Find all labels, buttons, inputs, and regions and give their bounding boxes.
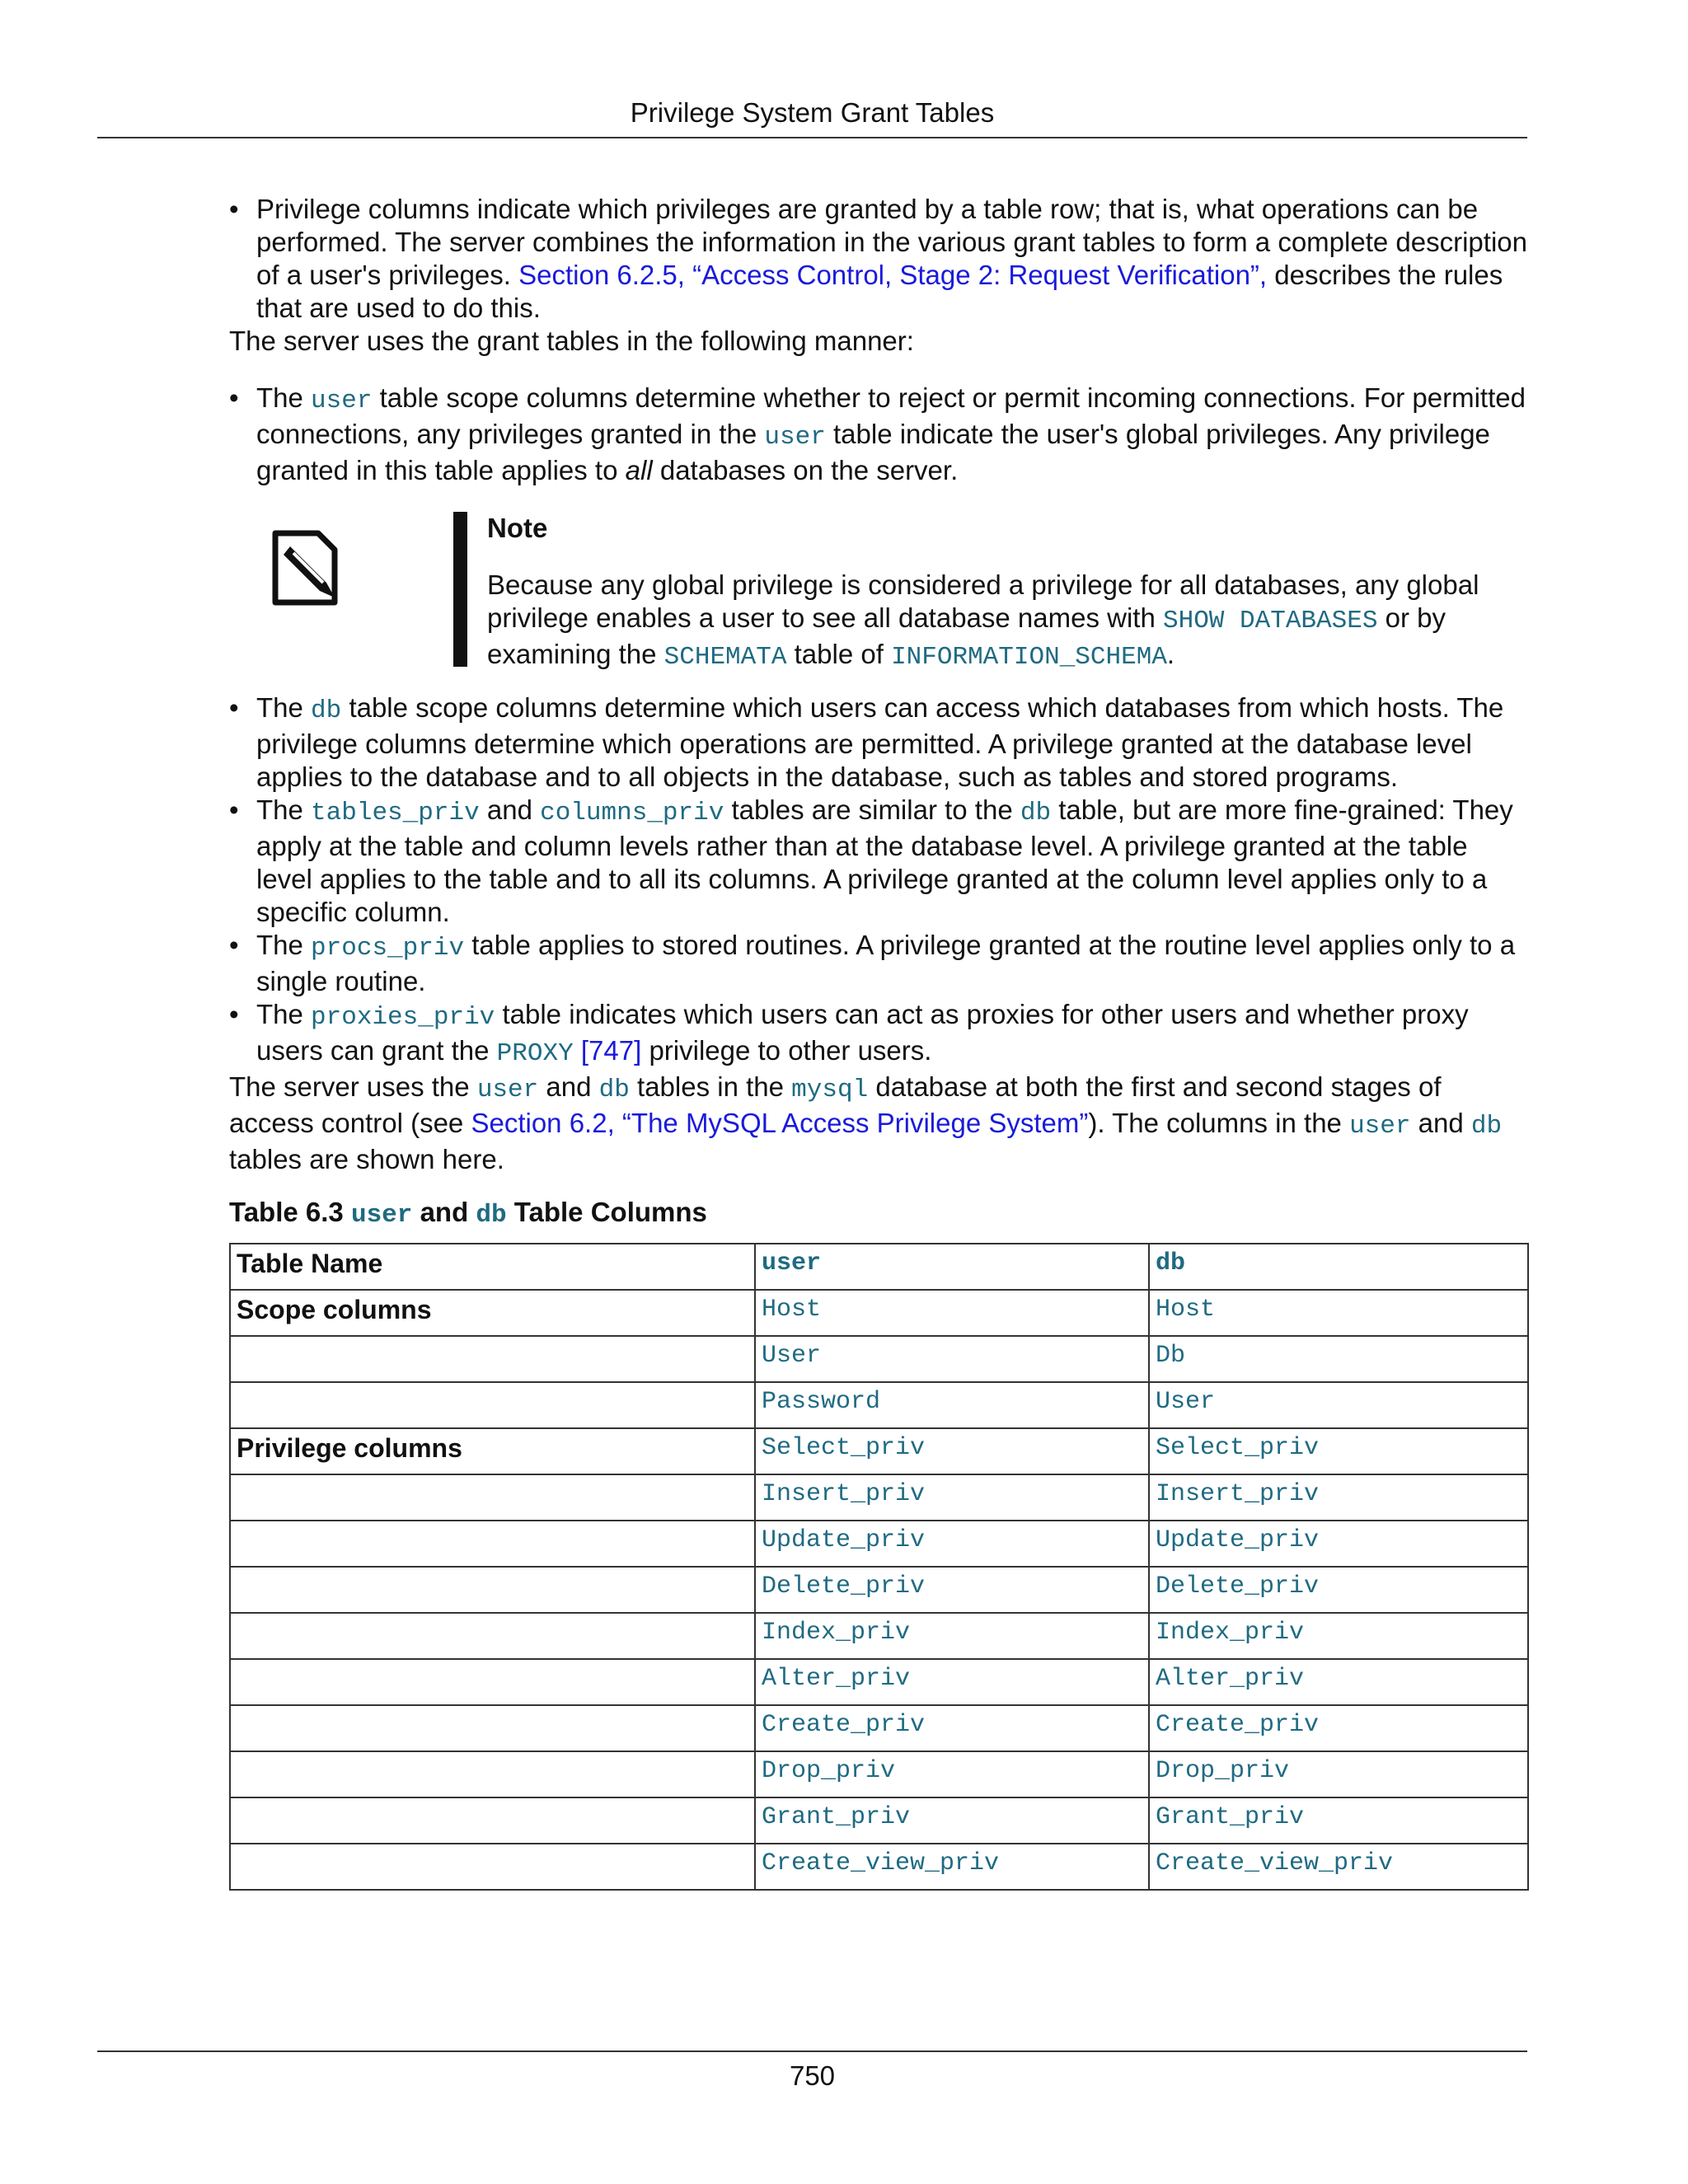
db-column-cell: Delete_priv	[1149, 1567, 1528, 1613]
row-label-cell: Scope columns	[230, 1290, 755, 1336]
bullet-user-table: • The user table scope columns determine whether to reject or permit incoming connections. For permitted connections, any privileges granted in the user table indicate the user's global privileges. Any privilege granted in this table applies to all databases on the server.	[229, 382, 1527, 487]
table-row	[230, 1336, 1528, 1382]
row-label-cell	[230, 1751, 755, 1797]
bullet-proxies-priv: • The proxies_priv table indicates which users can act as proxies for other users and whether proxy users can grant the PROXY [747] privilege to other users.	[229, 998, 1527, 1071]
note-box	[229, 512, 1527, 672]
row-label-cell	[230, 1474, 755, 1521]
footer-rule	[97, 2050, 1527, 2052]
db-column-cell: Create_view_priv	[1149, 1844, 1528, 1890]
user-column-cell: Insert_priv	[755, 1474, 1149, 1521]
table-row	[230, 1797, 1528, 1844]
code-columns-priv: columns_priv	[540, 799, 724, 827]
link-mysql-access-privilege-system[interactable]: Section 6.2, “The MySQL Access Privilege System”	[471, 1108, 1089, 1138]
table-row	[230, 1659, 1528, 1705]
code-show-databases: SHOW DATABASES	[1163, 607, 1378, 635]
grant-tables-list-continued	[229, 691, 1527, 1071]
intro-list	[229, 193, 1527, 325]
header-cell: db	[1149, 1244, 1528, 1290]
user-column-cell: Alter_priv	[755, 1659, 1149, 1705]
db-column-cell: Drop_priv	[1149, 1751, 1528, 1797]
closing-paragraph: The server uses the user and db tables in the mysql database at both the first and second stages of access control (see Section 6.2, “The MySQL Access Privilege System”). The columns in the user and db tables are shown here.	[229, 1071, 1503, 1174]
code-schemata: SCHEMATA	[663, 643, 787, 672]
code-user: user	[476, 1076, 539, 1104]
link-access-control-stage-2[interactable]: Section 6.2.5, “Access Control, Stage 2: Request Verification”,	[518, 260, 1268, 290]
note-title: Note	[487, 513, 548, 543]
header-cell: user	[755, 1244, 1149, 1290]
db-column-cell: Select_priv	[1149, 1428, 1528, 1474]
bullet-db-table: • The db table scope columns determine which users can access which databases from which hosts. The privilege columns determine which operations are permitted. A privilege granted at the database level applies to the database and to all objects in the database, such as tables and stored programs.	[229, 691, 1527, 794]
db-column-cell: Insert_priv	[1149, 1474, 1528, 1521]
user-column-cell: Drop_priv	[755, 1751, 1149, 1797]
table-row	[230, 1751, 1528, 1797]
db-column-cell: Alter_priv	[1149, 1659, 1528, 1705]
user-column-cell: Host	[755, 1290, 1149, 1336]
page-content	[229, 193, 1527, 1891]
grant-tables-list	[229, 382, 1527, 487]
code-user: user	[764, 423, 826, 452]
code-user: user	[311, 387, 373, 415]
db-column-cell: Db	[1149, 1336, 1528, 1382]
row-label-cell	[230, 1659, 755, 1705]
row-label-cell	[230, 1521, 755, 1567]
row-label-cell: Privilege columns	[230, 1428, 755, 1474]
emphasis-all: all	[625, 455, 653, 485]
user-column-cell: Create_view_priv	[755, 1844, 1149, 1890]
table-row	[230, 1521, 1528, 1567]
bullet-procs-priv: • The procs_priv table applies to stored routines. A privilege granted at the routine level applies only to a single routine.	[229, 929, 1527, 998]
db-column-cell: Update_priv	[1149, 1521, 1528, 1567]
user-column-cell: Index_priv	[755, 1613, 1149, 1659]
caption-code-user: user	[350, 1201, 413, 1230]
code-tables-priv: tables_priv	[311, 799, 480, 827]
note-body	[487, 512, 1501, 674]
code-db: db	[311, 696, 342, 725]
bullet-tables-columns-priv: • The tables_priv and columns_priv tables are similar to the db table, but are more fine-grained: They apply at the table and column levels rather than at the database level. A privilege granted at the table level applies to the table and to all its columns. A privilege granted at the column level applies only to a specific column.	[229, 794, 1527, 929]
row-label-cell	[230, 1613, 755, 1659]
db-column-cell: Index_priv	[1149, 1613, 1528, 1659]
user-column-cell: Update_priv	[755, 1521, 1149, 1567]
code-information-schema: INFORMATION_SCHEMA	[891, 643, 1167, 672]
code-proxy: PROXY	[496, 1039, 574, 1068]
note-bar	[453, 512, 467, 667]
db-column-cell: User	[1149, 1382, 1528, 1428]
table-row	[230, 1844, 1528, 1890]
user-column-cell: Grant_priv	[755, 1797, 1149, 1844]
table-row	[230, 1474, 1528, 1521]
manner-paragraph: The server uses the grant tables in the following manner:	[229, 326, 914, 356]
user-column-cell: Password	[755, 1382, 1149, 1428]
link-proxy-747[interactable]: [747]	[580, 1035, 642, 1066]
note-text: Because any global privilege is considered a privilege for all databases, any global privilege enables a user to see all database names with SHOW DATABASES or by examining the SCHEMATA table of INFORMATION_SCHEMA.	[487, 569, 1479, 672]
user-column-cell: Delete_priv	[755, 1567, 1149, 1613]
user-column-cell: Select_priv	[755, 1428, 1149, 1474]
table-caption: Table 6.3 user and db Table Columns	[229, 1197, 707, 1230]
table-row	[230, 1705, 1528, 1751]
db-column-cell: Create_priv	[1149, 1705, 1528, 1751]
code-db: db	[1470, 1112, 1503, 1141]
code-db: db	[598, 1076, 630, 1104]
row-label-cell	[230, 1844, 755, 1890]
user-db-columns-table	[229, 1243, 1529, 1891]
intro-bullet: • Privilege columns indicate which privileges are granted by a table row; that is, what operations can be performed. The server combines the information in the various grant tables to form a complete description of a user's privileges. Section 6.2.5, “Access Control, Stage 2: Request Verification”, describes the rules that are used to do this.	[229, 193, 1527, 325]
page-number: 750	[789, 2060, 836, 2091]
table-row	[230, 1382, 1528, 1428]
table-row	[230, 1428, 1528, 1474]
user-column-cell: Create_priv	[755, 1705, 1149, 1751]
row-label-cell	[230, 1705, 755, 1751]
db-column-cell: Grant_priv	[1149, 1797, 1528, 1844]
table-row	[230, 1567, 1528, 1613]
note-pencil-icon	[270, 528, 340, 607]
table-row	[230, 1290, 1528, 1336]
table-row	[230, 1613, 1528, 1659]
row-label-cell	[230, 1797, 755, 1844]
db-column-cell: Host	[1149, 1290, 1528, 1336]
code-user: user	[1349, 1112, 1411, 1141]
running-header: Privilege System Grant Tables	[630, 97, 995, 128]
header-cell: Table Name	[230, 1244, 755, 1290]
row-label-cell	[230, 1336, 755, 1382]
code-procs-priv: procs_priv	[311, 934, 465, 963]
code-mysql: mysql	[791, 1076, 869, 1104]
row-label-cell	[230, 1567, 755, 1613]
code-db: db	[1020, 799, 1052, 827]
caption-code-db: db	[476, 1201, 507, 1230]
code-proxies-priv: proxies_priv	[311, 1003, 495, 1032]
header-rule	[97, 137, 1527, 138]
row-label-cell	[230, 1382, 755, 1428]
table-header-row	[230, 1244, 1528, 1290]
user-column-cell: User	[755, 1336, 1149, 1382]
